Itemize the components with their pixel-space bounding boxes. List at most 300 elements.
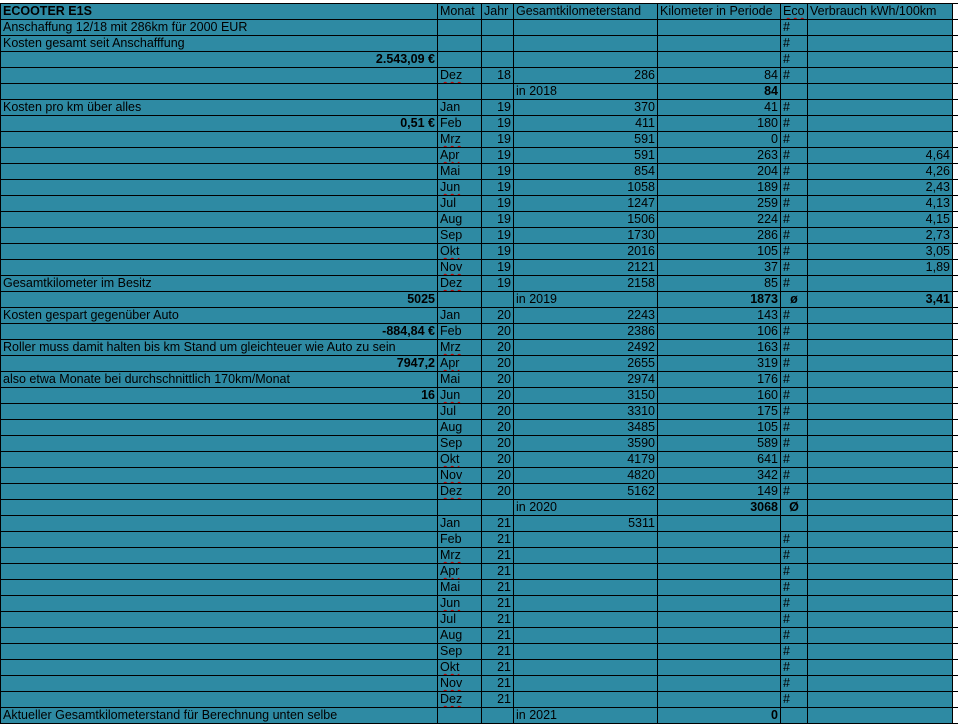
cell-km-periode[interactable]	[658, 596, 781, 612]
cell-verbrauch[interactable]	[808, 420, 953, 436]
cell-jahr[interactable]: 19	[482, 116, 514, 132]
cell-gesamtkm[interactable]: 1730	[514, 228, 658, 244]
cell-jahr[interactable]: 20	[482, 404, 514, 420]
cell-verbrauch[interactable]	[808, 484, 953, 500]
cell-jahr[interactable]: 20	[482, 452, 514, 468]
cell-gesamtkm[interactable]: 286	[514, 68, 658, 84]
cell-km-periode[interactable]	[658, 660, 781, 676]
cell-summary-label[interactable]: in 2021	[514, 708, 658, 724]
cell-eco[interactable]: #	[781, 52, 808, 68]
header-verbrauch[interactable]: Verbrauch kWh/100km	[808, 4, 953, 20]
cell-eco[interactable]: #	[781, 644, 808, 660]
cell-verbrauch[interactable]	[808, 692, 953, 708]
cell[interactable]	[1, 228, 438, 244]
cell-monat[interactable]	[438, 132, 482, 148]
cell-jahr[interactable]: 21	[482, 596, 514, 612]
cell-jahr[interactable]: 20	[482, 356, 514, 372]
cell-jahr[interactable]: 21	[482, 612, 514, 628]
cell-gesamtkm[interactable]	[514, 596, 658, 612]
cell-jahr[interactable]: 19	[482, 100, 514, 116]
cell-monat[interactable]: Jul	[438, 404, 482, 420]
cell-eco[interactable]: #	[781, 196, 808, 212]
cell-jahr[interactable]: 20	[482, 388, 514, 404]
cell-verbrauch[interactable]	[808, 516, 953, 532]
cell-km-periode[interactable]	[658, 580, 781, 596]
cell-gesamtkm[interactable]	[514, 548, 658, 564]
cell-gesamtkm[interactable]: 3485	[514, 420, 658, 436]
cell[interactable]	[1, 596, 438, 612]
cell-jahr[interactable]: 21	[482, 532, 514, 548]
cell-verbrauch[interactable]	[808, 68, 953, 84]
cell-gesamtkm[interactable]: 1247	[514, 196, 658, 212]
cell[interactable]	[808, 20, 953, 36]
cell[interactable]	[808, 84, 953, 100]
cell-verbrauch[interactable]	[808, 100, 953, 116]
cell-km-periode[interactable]	[658, 564, 781, 580]
cell-eco[interactable]: #	[781, 276, 808, 292]
cell-kosten-pro-km-value[interactable]: 0,51 €	[1, 116, 438, 132]
cell-verbrauch[interactable]	[808, 452, 953, 468]
cell-gesamtkm[interactable]	[514, 580, 658, 596]
cell[interactable]	[781, 516, 808, 532]
cell-km-periode[interactable]: 106	[658, 324, 781, 340]
cell-km-periode[interactable]	[658, 628, 781, 644]
cell-gesamtkm[interactable]: 3150	[514, 388, 658, 404]
cell-verbrauch[interactable]	[808, 644, 953, 660]
cell[interactable]	[1, 132, 438, 148]
cell[interactable]	[1, 612, 438, 628]
cell[interactable]	[438, 36, 482, 52]
cell[interactable]	[1, 420, 438, 436]
cell[interactable]	[482, 292, 514, 308]
cell-gesamtkm[interactable]: 591	[514, 148, 658, 164]
cell-eco[interactable]: #	[781, 452, 808, 468]
cell[interactable]	[1, 212, 438, 228]
cell-verbrauch[interactable]	[808, 340, 953, 356]
cell-jahr[interactable]: 19	[482, 180, 514, 196]
cell-monat[interactable]	[438, 468, 482, 484]
cell-verbrauch[interactable]: 4,13	[808, 196, 953, 212]
cell-monat[interactable]	[438, 260, 482, 276]
cell-verbrauch[interactable]	[808, 388, 953, 404]
cell-verbrauch[interactable]: 3,05	[808, 244, 953, 260]
cell-eco[interactable]: #	[781, 68, 808, 84]
cell-gesamtkm[interactable]	[514, 628, 658, 644]
cell-verbrauch[interactable]	[808, 308, 953, 324]
cell-km-periode[interactable]: 176	[658, 372, 781, 388]
cell-km-periode[interactable]: 263	[658, 148, 781, 164]
cell-km-periode[interactable]: 180	[658, 116, 781, 132]
cell-km-periode[interactable]: 143	[658, 308, 781, 324]
cell-eco[interactable]: #	[781, 356, 808, 372]
cell-gesamtkm[interactable]: 4820	[514, 468, 658, 484]
cell[interactable]	[438, 52, 482, 68]
cell-eco[interactable]: #	[781, 132, 808, 148]
cell-gesamtkm[interactable]: 2974	[514, 372, 658, 388]
header-eco[interactable]	[781, 4, 808, 20]
cell-eco[interactable]: #	[781, 20, 808, 36]
cell-kosten-gespart-value[interactable]: -884,84 €	[1, 324, 438, 340]
cell[interactable]	[1, 164, 438, 180]
cell-summary-label[interactable]: in 2019	[514, 292, 658, 308]
cell-verbrauch[interactable]	[808, 564, 953, 580]
cell[interactable]	[658, 36, 781, 52]
cell[interactable]	[438, 84, 482, 100]
cell[interactable]	[1, 692, 438, 708]
cell-monat[interactable]	[438, 180, 482, 196]
cell[interactable]	[482, 500, 514, 516]
header-monat[interactable]: Monat	[438, 4, 482, 20]
cell-jahr[interactable]: 21	[482, 676, 514, 692]
cell-eco[interactable]: #	[781, 244, 808, 260]
cell-gesamtkm[interactable]: 2655	[514, 356, 658, 372]
cell-monat[interactable]	[438, 276, 482, 292]
cell[interactable]	[1, 436, 438, 452]
cell-summary-label[interactable]: in 2020	[514, 500, 658, 516]
cell-jahr[interactable]: 20	[482, 340, 514, 356]
cell-verbrauch[interactable]	[808, 612, 953, 628]
cell-jahr[interactable]: 19	[482, 196, 514, 212]
header-gesamtkilometerstand[interactable]: Gesamtkilometerstand	[514, 4, 658, 20]
cell[interactable]	[482, 36, 514, 52]
cell-km-periode[interactable]	[658, 548, 781, 564]
cell-eco[interactable]: #	[781, 596, 808, 612]
cell-verbrauch[interactable]	[808, 436, 953, 452]
cell-monat[interactable]: Mai	[438, 164, 482, 180]
cell-verbrauch[interactable]: 4,64	[808, 148, 953, 164]
cell[interactable]	[1, 660, 438, 676]
cell-roller-value[interactable]: 7947,2	[1, 356, 438, 372]
cell-monat[interactable]	[438, 68, 482, 84]
cell-km-periode[interactable]: 204	[658, 164, 781, 180]
cell-eco[interactable]: #	[781, 388, 808, 404]
cell-eco[interactable]: #	[781, 212, 808, 228]
cell-gesamtkm[interactable]: 1506	[514, 212, 658, 228]
cell[interactable]	[438, 708, 482, 724]
cell-monat[interactable]	[438, 244, 482, 260]
cell-monat[interactable]: Sep	[438, 436, 482, 452]
cell-jahr[interactable]: 20	[482, 468, 514, 484]
cell-eco[interactable]: #	[781, 324, 808, 340]
cell[interactable]	[1, 484, 438, 500]
cell-gesamtkm[interactable]: 411	[514, 116, 658, 132]
cell-km-periode[interactable]: 105	[658, 244, 781, 260]
cell-monate-value[interactable]: 16	[1, 388, 438, 404]
cell-eco[interactable]: #	[781, 100, 808, 116]
cell-km-periode[interactable]: 160	[658, 388, 781, 404]
cell-kosten-gespart-label[interactable]: Kosten gespart gegenüber Auto	[1, 308, 438, 324]
cell[interactable]	[482, 20, 514, 36]
cell-verbrauch[interactable]	[808, 132, 953, 148]
cell-eco[interactable]: #	[781, 580, 808, 596]
cell[interactable]	[658, 20, 781, 36]
cell-verbrauch[interactable]	[808, 404, 953, 420]
cell-verbrauch[interactable]: 4,26	[808, 164, 953, 180]
cell-gesamtkm[interactable]	[514, 564, 658, 580]
cell-gesamtkm[interactable]: 370	[514, 100, 658, 116]
cell[interactable]	[438, 20, 482, 36]
cell-monat[interactable]: Feb	[438, 532, 482, 548]
cell-verbrauch[interactable]: 2,43	[808, 180, 953, 196]
cell-monat[interactable]: Jul	[438, 612, 482, 628]
cell-gesamtkm[interactable]	[514, 612, 658, 628]
cell[interactable]	[1, 180, 438, 196]
cell-gesamtkm[interactable]: 2158	[514, 276, 658, 292]
cell-jahr[interactable]: 21	[482, 660, 514, 676]
cell-jahr[interactable]: 21	[482, 628, 514, 644]
cell[interactable]	[808, 708, 953, 724]
cell[interactable]	[1, 548, 438, 564]
cell[interactable]	[1, 580, 438, 596]
cell-monat[interactable]	[438, 692, 482, 708]
header-kilometer-in-periode[interactable]: Kilometer in Periode	[658, 4, 781, 20]
cell-gesamtkm[interactable]	[514, 644, 658, 660]
cell-gesamtkm[interactable]	[514, 660, 658, 676]
cell[interactable]	[1, 500, 438, 516]
cell-verbrauch[interactable]: 4,15	[808, 212, 953, 228]
cell-gesamtkm[interactable]: 2243	[514, 308, 658, 324]
cell-km-periode[interactable]: 105	[658, 420, 781, 436]
cell-gesamtkm[interactable]: 1058	[514, 180, 658, 196]
cell[interactable]	[514, 52, 658, 68]
cell-monat[interactable]: Feb	[438, 116, 482, 132]
cell-km-periode[interactable]: 37	[658, 260, 781, 276]
cell-gesamtkm-besitz-value[interactable]: 5025	[1, 292, 438, 308]
cell-km-periode[interactable]: 175	[658, 404, 781, 420]
cell-eco[interactable]: #	[781, 692, 808, 708]
cell[interactable]	[482, 708, 514, 724]
cell-verbrauch[interactable]	[808, 372, 953, 388]
cell-eco[interactable]: #	[781, 148, 808, 164]
cell[interactable]	[1, 84, 438, 100]
cell-monat[interactable]: Jan	[438, 308, 482, 324]
cell-verbrauch[interactable]	[808, 660, 953, 676]
cell-monat[interactable]	[438, 484, 482, 500]
cell-eco[interactable]: #	[781, 564, 808, 580]
cell-verbrauch[interactable]	[808, 628, 953, 644]
cell-monat[interactable]: Aug	[438, 420, 482, 436]
cell[interactable]	[482, 84, 514, 100]
cell-monat[interactable]: Jan	[438, 516, 482, 532]
cell[interactable]	[438, 292, 482, 308]
cell-jahr[interactable]: 20	[482, 308, 514, 324]
cell-verbrauch[interactable]: 2,73	[808, 228, 953, 244]
header-jahr[interactable]: Jahr	[482, 4, 514, 20]
cell-eco[interactable]: #	[781, 436, 808, 452]
cell[interactable]	[514, 20, 658, 36]
cell[interactable]	[1, 516, 438, 532]
cell-title[interactable]	[1, 4, 438, 20]
cell-km-periode[interactable]	[658, 612, 781, 628]
cell-jahr[interactable]: 21	[482, 580, 514, 596]
cell-bottom-note[interactable]: Aktueller Gesamtkilometerstand für Berechnung unten selbe	[1, 708, 438, 724]
cell-monat[interactable]	[438, 356, 482, 372]
cell-jahr[interactable]: 19	[482, 148, 514, 164]
cell-monat[interactable]: Sep	[438, 228, 482, 244]
cell-gesamtkm[interactable]: 2016	[514, 244, 658, 260]
cell-gesamtkm[interactable]: 591	[514, 132, 658, 148]
cell-monate-label[interactable]: also etwa Monate bei durchschnittlich 170km/Monat	[1, 372, 438, 388]
cell-monat[interactable]	[438, 148, 482, 164]
cell-monat[interactable]	[438, 388, 482, 404]
cell[interactable]	[1, 676, 438, 692]
cell-jahr[interactable]: 19	[482, 260, 514, 276]
cell-jahr[interactable]: 19	[482, 228, 514, 244]
cell-monat[interactable]: Jan	[438, 100, 482, 116]
cell-monat[interactable]: Aug	[438, 628, 482, 644]
cell-gesamtkm[interactable]: 3310	[514, 404, 658, 420]
cell[interactable]	[1, 404, 438, 420]
cell[interactable]	[808, 500, 953, 516]
cell-jahr[interactable]: 19	[482, 244, 514, 260]
cell-verbrauch[interactable]	[808, 468, 953, 484]
cell-km-periode[interactable]: 149	[658, 484, 781, 500]
cell-monat[interactable]	[438, 452, 482, 468]
cell[interactable]	[808, 52, 953, 68]
cell-verbrauch[interactable]	[808, 676, 953, 692]
cell-gesamtkm[interactable]: 2386	[514, 324, 658, 340]
cell-gesamtkm[interactable]: 3590	[514, 436, 658, 452]
cell-km-periode[interactable]	[658, 676, 781, 692]
cell[interactable]	[808, 36, 953, 52]
cell-jahr[interactable]: 20	[482, 484, 514, 500]
cell-verbrauch[interactable]: 1,89	[808, 260, 953, 276]
cell[interactable]	[1, 244, 438, 260]
cell-km-periode[interactable]: 589	[658, 436, 781, 452]
cell-summary-label[interactable]: in 2018	[514, 84, 658, 100]
cell-km-periode[interactable]: 163	[658, 340, 781, 356]
cell-summary-km[interactable]: 0	[658, 708, 781, 724]
cell-km-periode[interactable]: 286	[658, 228, 781, 244]
cell-verbrauch[interactable]	[808, 596, 953, 612]
cell-eco[interactable]: #	[781, 164, 808, 180]
cell-km-periode[interactable]	[658, 532, 781, 548]
cell-km-periode[interactable]: 259	[658, 196, 781, 212]
cell-kosten-pro-km-label[interactable]: Kosten pro km über alles	[1, 100, 438, 116]
cell-summary-km[interactable]: 3068	[658, 500, 781, 516]
cell[interactable]	[1, 468, 438, 484]
cell[interactable]	[1, 532, 438, 548]
cell[interactable]	[514, 36, 658, 52]
cell-jahr[interactable]: 21	[482, 516, 514, 532]
cell-eco[interactable]: #	[781, 420, 808, 436]
cell-gesamtkm[interactable]: 2121	[514, 260, 658, 276]
cell-summary-verbrauch[interactable]: 3,41	[808, 292, 953, 308]
cell-eco[interactable]: #	[781, 484, 808, 500]
cell-eco[interactable]: #	[781, 260, 808, 276]
cell-monat[interactable]: Feb	[438, 324, 482, 340]
cell[interactable]	[1, 564, 438, 580]
cell-jahr[interactable]: 19	[482, 276, 514, 292]
cell-verbrauch[interactable]	[808, 324, 953, 340]
cell-jahr[interactable]: 19	[482, 132, 514, 148]
cell-eco[interactable]: #	[781, 548, 808, 564]
cell-verbrauch[interactable]	[808, 548, 953, 564]
cell-jahr[interactable]: 19	[482, 212, 514, 228]
cell-verbrauch[interactable]	[808, 580, 953, 596]
cell-km-periode[interactable]: 224	[658, 212, 781, 228]
cell-km-periode[interactable]	[658, 692, 781, 708]
cell[interactable]	[1, 68, 438, 84]
cell-monat[interactable]: Mai	[438, 580, 482, 596]
cell-km-periode[interactable]: 84	[658, 68, 781, 84]
cell-gesamtkm[interactable]: 854	[514, 164, 658, 180]
cell[interactable]	[781, 708, 808, 724]
cell-gesamtkm-besitz-label[interactable]: Gesamtkilometer im Besitz	[1, 276, 438, 292]
cell-km-periode[interactable]: 189	[658, 180, 781, 196]
cell-monat[interactable]	[438, 548, 482, 564]
cell[interactable]	[438, 500, 482, 516]
cell-jahr[interactable]: 21	[482, 692, 514, 708]
cell-eco[interactable]: #	[781, 660, 808, 676]
cell-avg-symbol[interactable]: ø	[781, 292, 808, 308]
cell[interactable]	[482, 52, 514, 68]
cell-jahr[interactable]: 20	[482, 324, 514, 340]
cell-monat[interactable]: Sep	[438, 644, 482, 660]
cell-gesamtkm[interactable]: 4179	[514, 452, 658, 468]
cell-monat[interactable]: Mai	[438, 372, 482, 388]
cell-eco[interactable]: #	[781, 36, 808, 52]
cell-jahr[interactable]: 20	[482, 420, 514, 436]
cell-jahr[interactable]: 18	[482, 68, 514, 84]
cell-eco[interactable]: #	[781, 404, 808, 420]
cell-kosten-gesamt-label[interactable]	[1, 36, 438, 52]
cell[interactable]	[1, 628, 438, 644]
cell-jahr[interactable]: 20	[482, 436, 514, 452]
cell-monat[interactable]	[438, 564, 482, 580]
cell-anschaffung[interactable]: Anschaffung 12/18 mit 286km für 2000 EUR	[1, 20, 438, 36]
cell-gesamtkm[interactable]: 5162	[514, 484, 658, 500]
cell-eco[interactable]: #	[781, 308, 808, 324]
cell-gesamtkm[interactable]: 2492	[514, 340, 658, 356]
cell-km-periode[interactable]	[658, 644, 781, 660]
cell-km-periode[interactable]: 342	[658, 468, 781, 484]
cell-monat[interactable]: Aug	[438, 212, 482, 228]
cell-eco[interactable]: #	[781, 468, 808, 484]
cell[interactable]	[1, 196, 438, 212]
cell-verbrauch[interactable]	[808, 276, 953, 292]
cell-eco[interactable]: #	[781, 228, 808, 244]
cell-km-periode[interactable]: 41	[658, 100, 781, 116]
cell[interactable]	[1, 644, 438, 660]
cell-eco[interactable]: #	[781, 340, 808, 356]
cell[interactable]	[1, 452, 438, 468]
cell-eco[interactable]: #	[781, 532, 808, 548]
cell-jahr[interactable]: 21	[482, 548, 514, 564]
cell-eco[interactable]: #	[781, 676, 808, 692]
cell-eco[interactable]: #	[781, 116, 808, 132]
cell-eco[interactable]: #	[781, 612, 808, 628]
cell-gesamtkm[interactable]	[514, 692, 658, 708]
cell-eco[interactable]: #	[781, 628, 808, 644]
cell-jahr[interactable]: 21	[482, 644, 514, 660]
cell[interactable]	[1, 260, 438, 276]
cell-monat[interactable]	[438, 340, 482, 356]
cell-km-periode[interactable]: 641	[658, 452, 781, 468]
cell-gesamtkm[interactable]: 5311	[514, 516, 658, 532]
cell-monat[interactable]: Jul	[438, 196, 482, 212]
cell-jahr[interactable]: 21	[482, 564, 514, 580]
cell-verbrauch[interactable]	[808, 116, 953, 132]
cell-monat[interactable]	[438, 596, 482, 612]
cell-km-periode[interactable]: 319	[658, 356, 781, 372]
cell-jahr[interactable]: 20	[482, 372, 514, 388]
cell-km-periode[interactable]: 85	[658, 276, 781, 292]
cell-summary-km[interactable]: 84	[658, 84, 781, 100]
cell-kosten-gesamt-value[interactable]: 2.543,09 €	[1, 52, 438, 68]
cell-gesamtkm[interactable]	[514, 532, 658, 548]
cell[interactable]	[658, 52, 781, 68]
